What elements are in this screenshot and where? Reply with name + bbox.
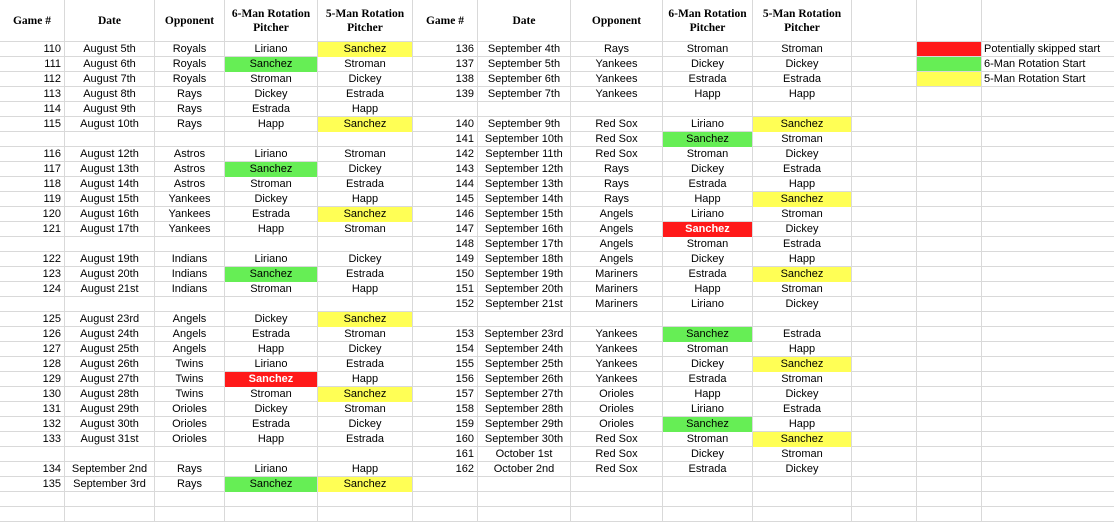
five-man-pitcher-cell[interactable]: Happ [351, 373, 379, 385]
opponent-cell[interactable]: Indians [171, 283, 208, 295]
five-man-pitcher-cell[interactable]: Estrada [346, 433, 384, 445]
date-cell[interactable]: August 31st [80, 433, 139, 445]
date-cell[interactable]: September 4th [487, 43, 561, 55]
date-cell[interactable]: September 23rd [484, 328, 564, 340]
six-man-pitcher-cell[interactable]: Stroman [686, 238, 729, 250]
six-man-pitcher-cell[interactable]: Estrada [252, 418, 290, 430]
five-man-pitcher-cell[interactable]: Sanchez [318, 477, 412, 492]
five-man-pitcher-cell[interactable]: Sanchez [753, 117, 851, 132]
game-number-cell[interactable]: 116 [43, 148, 61, 160]
date-cell[interactable]: September 5th [487, 58, 561, 70]
five-man-pitcher-cell[interactable]: Sanchez [318, 207, 412, 222]
game-number-cell[interactable]: 157 [455, 388, 474, 400]
five-man-pitcher-cell[interactable]: Sanchez [318, 117, 412, 132]
game-number-cell[interactable]: 132 [42, 418, 61, 430]
five-man-pitcher-cell[interactable]: Sanchez [318, 387, 412, 402]
opponent-cell[interactable]: Angels [599, 253, 634, 265]
header-date-left[interactable]: Date [98, 14, 121, 27]
date-cell[interactable]: August 26th [80, 358, 139, 370]
game-number-cell[interactable]: 115 [43, 118, 61, 130]
six-man-pitcher-cell[interactable]: Sanchez [225, 477, 317, 492]
game-number-cell[interactable]: 128 [42, 358, 61, 370]
opponent-cell[interactable]: Yankees [595, 58, 638, 70]
six-man-pitcher-cell[interactable]: Liriano [254, 358, 288, 370]
five-man-pitcher-cell[interactable]: Dickey [348, 418, 382, 430]
five-man-pitcher-cell[interactable]: Dickey [348, 343, 382, 355]
opponent-cell[interactable]: Angels [172, 313, 207, 325]
five-man-pitcher-cell[interactable]: Sanchez [753, 267, 851, 282]
date-cell[interactable]: August 16th [80, 208, 139, 220]
five-man-pitcher-cell[interactable]: Estrada [783, 328, 821, 340]
opponent-cell[interactable]: Rays [176, 88, 203, 100]
five-man-pitcher-cell[interactable]: Estrada [346, 178, 384, 190]
six-man-pitcher-cell[interactable]: Stroman [250, 178, 292, 190]
game-number-cell[interactable]: 137 [455, 58, 474, 70]
game-number-cell[interactable]: 160 [455, 433, 474, 445]
date-cell[interactable]: September 18th [484, 253, 564, 265]
date-cell[interactable]: August 29th [80, 403, 139, 415]
date-cell[interactable]: September 9th [487, 118, 561, 130]
five-man-pitcher-cell[interactable]: Estrada [346, 358, 384, 370]
opponent-cell[interactable]: Rays [603, 163, 630, 175]
legend-swatch-yellow [917, 72, 981, 87]
legend-swatch-green [917, 57, 981, 72]
game-number-cell[interactable]: 159 [455, 418, 474, 430]
date-cell[interactable]: September 11th [485, 148, 563, 160]
opponent-cell[interactable]: Orioles [172, 433, 207, 445]
opponent-cell[interactable]: Royals [172, 58, 207, 70]
five-man-pitcher-cell[interactable]: Happ [788, 178, 816, 190]
date-cell[interactable]: August 12th [80, 148, 139, 160]
six-man-pitcher-cell[interactable]: Sanchez [225, 162, 317, 177]
game-number-cell[interactable]: 121 [42, 223, 61, 235]
five-man-pitcher-cell[interactable]: Dickey [785, 58, 819, 70]
six-man-pitcher-cell[interactable]: Liriano [254, 463, 288, 475]
six-man-pitcher-cell[interactable]: Estrada [688, 178, 727, 190]
date-cell[interactable]: September 24th [484, 343, 564, 355]
six-man-pitcher-cell[interactable]: Sanchez [663, 222, 752, 237]
six-man-pitcher-cell[interactable]: Sanchez [663, 327, 752, 342]
five-man-pitcher-cell[interactable]: Stroman [781, 43, 823, 55]
date-cell[interactable]: September 17th [484, 238, 564, 250]
opponent-cell[interactable]: Orioles [172, 418, 207, 430]
opponent-cell[interactable]: Angels [599, 223, 634, 235]
header-date-right[interactable]: Date [512, 14, 536, 27]
date-cell[interactable]: September 27th [484, 388, 564, 400]
date-cell[interactable]: September 10th [484, 133, 564, 145]
game-number-cell[interactable]: 147 [455, 223, 474, 235]
opponent-cell[interactable]: Astros [173, 178, 206, 190]
game-number-cell[interactable]: 148 [455, 238, 474, 250]
five-man-pitcher-cell[interactable]: Estrada [783, 403, 821, 415]
six-man-pitcher-cell[interactable]: Dickey [690, 163, 724, 175]
six-man-pitcher-cell[interactable]: Dickey [690, 253, 724, 265]
date-cell[interactable]: August 27th [80, 373, 139, 385]
date-cell[interactable]: September 26th [484, 373, 564, 385]
game-number-cell[interactable]: 142 [455, 148, 474, 160]
six-man-pitcher-cell[interactable]: Sanchez [225, 372, 317, 387]
game-number-cell[interactable]: 162 [455, 463, 474, 475]
game-number-cell[interactable]: 134 [42, 463, 61, 475]
six-man-pitcher-cell[interactable]: Happ [257, 343, 285, 355]
game-number-cell[interactable]: 161 [455, 448, 474, 460]
five-man-pitcher-cell[interactable]: Happ [788, 253, 816, 265]
six-man-pitcher-cell[interactable]: Liriano [690, 298, 725, 310]
game-number-cell[interactable]: 149 [455, 253, 474, 265]
opponent-cell[interactable]: Angels [172, 343, 207, 355]
six-man-pitcher-cell[interactable]: Dickey [690, 58, 724, 70]
date-cell[interactable]: August 6th [83, 58, 136, 70]
opponent-cell[interactable]: Yankees [595, 358, 638, 370]
five-man-pitcher-cell[interactable]: Dickey [348, 163, 382, 175]
date-cell[interactable]: September 19th [484, 268, 564, 280]
opponent-cell[interactable]: Red Sox [595, 433, 638, 445]
legend-label-skipped: Potentially skipped start [984, 43, 1101, 55]
game-number-cell[interactable]: 127 [42, 343, 61, 355]
date-cell[interactable]: August 7th [83, 73, 136, 85]
five-man-pitcher-cell[interactable]: Stroman [344, 148, 386, 160]
game-number-cell[interactable]: 124 [42, 283, 61, 295]
opponent-cell[interactable]: Astros [173, 163, 206, 175]
six-man-pitcher-cell[interactable]: Liriano [690, 118, 725, 130]
six-man-pitcher-cell[interactable]: Stroman [686, 43, 729, 55]
opponent-cell[interactable]: Angels [599, 238, 634, 250]
opponent-cell[interactable]: Rays [603, 43, 630, 55]
date-cell[interactable]: September 30th [484, 433, 564, 445]
six-man-pitcher-cell[interactable]: Liriano [254, 253, 288, 265]
opponent-cell[interactable]: Rays [176, 103, 203, 115]
date-cell[interactable]: August 20th [80, 268, 139, 280]
five-man-pitcher-cell[interactable]: Dickey [348, 73, 382, 85]
five-man-pitcher-cell[interactable]: Sanchez [318, 42, 412, 57]
game-number-cell[interactable]: 112 [43, 73, 61, 85]
five-man-pitcher-cell[interactable]: Stroman [344, 403, 386, 415]
opponent-cell[interactable]: Yankees [595, 73, 638, 85]
game-number-cell[interactable]: 153 [455, 328, 474, 340]
six-man-pitcher-cell[interactable]: Sanchez [663, 417, 752, 432]
six-man-pitcher-cell[interactable]: Sanchez [663, 132, 752, 147]
game-number-cell[interactable]: 119 [43, 193, 61, 205]
opponent-cell[interactable]: Angels [599, 208, 634, 220]
six-man-pitcher-cell[interactable]: Liriano [690, 403, 725, 415]
opponent-cell[interactable]: Rays [176, 463, 203, 475]
date-cell[interactable]: September 7th [487, 88, 561, 100]
six-man-pitcher-cell[interactable]: Liriano [254, 43, 288, 55]
five-man-pitcher-cell[interactable]: Dickey [785, 388, 819, 400]
opponent-cell[interactable]: Red Sox [595, 118, 638, 130]
date-cell[interactable]: October 2nd [493, 463, 555, 475]
six-man-pitcher-cell[interactable]: Happ [694, 388, 721, 400]
five-man-pitcher-cell[interactable]: Stroman [781, 448, 823, 460]
opponent-cell[interactable]: Mariners [595, 283, 638, 295]
five-man-pitcher-cell[interactable]: Stroman [781, 283, 823, 295]
six-man-pitcher-cell[interactable]: Dickey [254, 193, 288, 205]
six-man-pitcher-cell[interactable]: Liriano [254, 148, 288, 160]
six-man-pitcher-cell[interactable]: Happ [694, 283, 721, 295]
opponent-cell[interactable]: Red Sox [595, 133, 638, 145]
six-man-pitcher-cell[interactable]: Estrada [688, 463, 727, 475]
opponent-cell[interactable]: Rays [603, 193, 630, 205]
opponent-cell[interactable]: Rays [603, 178, 630, 190]
game-number-cell[interactable]: 126 [42, 328, 61, 340]
five-man-pitcher-cell[interactable]: Estrada [783, 73, 821, 85]
grid-vline [916, 0, 917, 522]
six-man-pitcher-cell[interactable]: Happ [257, 223, 285, 235]
six-man-pitcher-cell[interactable]: Stroman [250, 283, 292, 295]
game-number-cell[interactable]: 158 [455, 403, 474, 415]
date-cell[interactable]: October 1st [495, 448, 553, 460]
opponent-cell[interactable]: Yankees [595, 343, 638, 355]
six-man-pitcher-cell[interactable]: Estrada [252, 208, 290, 220]
game-number-cell[interactable]: 122 [42, 253, 61, 265]
five-man-pitcher-cell[interactable]: Sanchez [753, 357, 851, 372]
opponent-cell[interactable]: Indians [171, 268, 208, 280]
opponent-cell[interactable]: Red Sox [595, 463, 638, 475]
opponent-cell[interactable]: Yankees [168, 208, 211, 220]
five-man-pitcher-cell[interactable]: Stroman [781, 208, 823, 220]
header-game-left[interactable]: Game # [12, 14, 51, 27]
five-man-pitcher-cell[interactable]: Happ [788, 88, 816, 100]
five-man-pitcher-cell[interactable]: Estrada [346, 88, 384, 100]
date-cell[interactable]: August 23rd [79, 313, 140, 325]
six-man-pitcher-cell[interactable]: Happ [257, 118, 285, 130]
six-man-pitcher-cell[interactable]: Dickey [254, 403, 288, 415]
opponent-cell[interactable]: Rays [176, 118, 203, 130]
opponent-cell[interactable]: Mariners [595, 298, 638, 310]
six-man-pitcher-cell[interactable]: Estrada [252, 328, 290, 340]
opponent-cell[interactable]: Angels [172, 328, 207, 340]
game-number-cell[interactable]: 138 [455, 73, 474, 85]
game-number-cell[interactable]: 114 [43, 103, 61, 115]
six-man-pitcher-cell[interactable]: Stroman [686, 148, 729, 160]
date-cell[interactable]: September 6th [487, 73, 561, 85]
opponent-cell[interactable]: Rays [176, 478, 203, 490]
date-cell[interactable]: August 15th [80, 193, 139, 205]
opponent-cell[interactable]: Yankees [595, 328, 638, 340]
six-man-pitcher-cell[interactable]: Sanchez [225, 57, 317, 72]
date-cell[interactable]: August 14th [80, 178, 139, 190]
header-opponent-left[interactable]: Opponent [164, 14, 215, 27]
five-man-pitcher-cell[interactable]: Dickey [785, 298, 819, 310]
legend-label-six-man: 6-Man Rotation Start [984, 58, 1086, 70]
six-man-pitcher-cell[interactable]: Happ [694, 88, 721, 100]
game-number-cell[interactable]: 146 [455, 208, 474, 220]
six-man-pitcher-cell[interactable]: Estrada [688, 268, 727, 280]
opponent-cell[interactable]: Twins [175, 373, 204, 385]
opponent-cell[interactable]: Mariners [595, 268, 638, 280]
opponent-cell[interactable]: Orioles [172, 403, 207, 415]
opponent-cell[interactable]: Orioles [599, 388, 634, 400]
opponent-cell[interactable]: Twins [175, 358, 204, 370]
game-number-cell[interactable]: 130 [42, 388, 61, 400]
six-man-pitcher-cell[interactable]: Happ [694, 193, 721, 205]
five-man-pitcher-cell[interactable]: Happ [351, 283, 379, 295]
game-number-cell[interactable]: 120 [42, 208, 61, 220]
game-number-cell[interactable]: 155 [455, 358, 474, 370]
date-cell[interactable]: September 14th [484, 193, 564, 205]
game-number-cell[interactable]: 145 [455, 193, 474, 205]
date-cell[interactable]: September 25th [484, 358, 564, 370]
date-cell[interactable]: August 10th [80, 118, 139, 130]
five-man-pitcher-cell[interactable]: Stroman [344, 58, 386, 70]
date-cell[interactable]: September 13th [484, 178, 564, 190]
game-number-cell[interactable]: 150 [455, 268, 474, 280]
date-cell[interactable]: September 12th [484, 163, 564, 175]
grid-vline [851, 0, 852, 522]
six-man-pitcher-cell[interactable]: Sanchez [225, 267, 317, 282]
date-cell[interactable]: September 21st [485, 298, 563, 310]
six-man-pitcher-cell[interactable]: Dickey [254, 88, 288, 100]
five-man-pitcher-cell[interactable]: Dickey [785, 148, 819, 160]
opponent-cell[interactable]: Orioles [599, 403, 634, 415]
six-man-pitcher-cell[interactable]: Estrada [688, 73, 727, 85]
game-number-cell[interactable]: 117 [43, 163, 61, 175]
six-man-pitcher-cell[interactable]: Stroman [250, 388, 292, 400]
six-man-pitcher-cell[interactable]: Dickey [690, 358, 724, 370]
opponent-cell[interactable]: Astros [173, 148, 206, 160]
six-man-pitcher-cell[interactable]: Dickey [690, 448, 724, 460]
five-man-pitcher-cell[interactable]: Estrada [783, 163, 821, 175]
six-man-pitcher-cell[interactable]: Stroman [686, 433, 729, 445]
header-six-man-right[interactable]: 6-Man Rotation Pitcher [668, 7, 747, 34]
game-number-cell[interactable]: 144 [455, 178, 474, 190]
date-cell[interactable]: September 28th [484, 403, 564, 415]
five-man-pitcher-cell[interactable]: Stroman [344, 223, 386, 235]
legend-label-five-man: 5-Man Rotation Start [984, 73, 1086, 85]
game-number-cell[interactable]: 129 [42, 373, 61, 385]
date-cell[interactable]: August 30th [80, 418, 139, 430]
five-man-pitcher-cell[interactable]: Happ [351, 193, 379, 205]
header-game-right[interactable]: Game # [425, 14, 464, 27]
opponent-cell[interactable]: Yankees [595, 88, 638, 100]
game-number-cell[interactable]: 140 [455, 118, 474, 130]
header-five-man-left[interactable]: 5-Man Rotation Pitcher [325, 7, 405, 34]
opponent-cell[interactable]: Twins [175, 388, 204, 400]
six-man-pitcher-cell[interactable]: Happ [257, 433, 285, 445]
date-cell[interactable]: September 3rd [73, 478, 146, 490]
five-man-pitcher-cell[interactable]: Sanchez [753, 432, 851, 447]
five-man-pitcher-cell[interactable]: Happ [788, 343, 816, 355]
date-cell[interactable]: September 16th [484, 223, 564, 235]
game-number-cell[interactable]: 141 [455, 133, 474, 145]
six-man-pitcher-cell[interactable]: Estrada [688, 373, 727, 385]
date-cell[interactable]: August 25th [80, 343, 139, 355]
five-man-pitcher-cell[interactable]: Happ [788, 418, 816, 430]
legend-swatch-red [917, 42, 981, 57]
date-cell[interactable]: September 2nd [71, 463, 148, 475]
opponent-cell[interactable]: Red Sox [595, 448, 638, 460]
opponent-cell[interactable]: Yankees [595, 373, 638, 385]
opponent-cell[interactable]: Royals [172, 43, 207, 55]
five-man-pitcher-cell[interactable]: Sanchez [318, 312, 412, 327]
game-number-cell[interactable]: 154 [455, 343, 474, 355]
game-number-cell[interactable]: 118 [43, 178, 61, 190]
five-man-pitcher-cell[interactable]: Stroman [344, 328, 386, 340]
opponent-cell[interactable]: Orioles [599, 418, 634, 430]
grid-vline [981, 0, 982, 522]
five-man-pitcher-cell[interactable]: Sanchez [753, 192, 851, 207]
five-man-pitcher-cell[interactable]: Stroman [781, 133, 823, 145]
six-man-pitcher-cell[interactable]: Estrada [252, 103, 290, 115]
opponent-cell[interactable]: Red Sox [595, 148, 638, 160]
game-number-cell[interactable]: 123 [42, 268, 61, 280]
opponent-cell[interactable]: Indians [171, 253, 208, 265]
date-cell[interactable]: September 20th [484, 283, 564, 295]
game-number-cell[interactable]: 156 [455, 373, 474, 385]
five-man-pitcher-cell[interactable]: Dickey [785, 463, 819, 475]
six-man-pitcher-cell[interactable]: Liriano [690, 208, 725, 220]
opponent-cell[interactable]: Yankees [168, 223, 211, 235]
six-man-pitcher-cell[interactable]: Stroman [250, 73, 292, 85]
five-man-pitcher-cell[interactable]: Dickey [785, 223, 819, 235]
game-number-cell[interactable]: 131 [42, 403, 61, 415]
game-number-cell[interactable]: 151 [455, 283, 474, 295]
date-cell[interactable]: August 19th [80, 253, 139, 265]
header-six-man-left[interactable]: 6-Man Rotation Pitcher [231, 7, 311, 34]
game-number-cell[interactable]: 143 [455, 163, 474, 175]
game-number-cell[interactable]: 113 [43, 88, 61, 100]
game-number-cell[interactable]: 135 [42, 478, 61, 490]
date-cell[interactable]: August 21st [80, 283, 139, 295]
grid-hline [0, 506, 1114, 507]
date-cell[interactable]: August 9th [83, 103, 136, 115]
five-man-pitcher-cell[interactable]: Estrada [783, 238, 821, 250]
game-number-cell[interactable]: 110 [43, 43, 61, 55]
game-number-cell[interactable]: 133 [42, 433, 61, 445]
opponent-cell[interactable]: Royals [172, 73, 207, 85]
opponent-cell[interactable]: Yankees [168, 193, 211, 205]
header-opponent-right[interactable]: Opponent [591, 14, 642, 27]
date-cell[interactable]: August 13th [80, 163, 139, 175]
six-man-pitcher-cell[interactable]: Stroman [686, 343, 729, 355]
five-man-pitcher-cell[interactable]: Estrada [346, 268, 384, 280]
game-number-cell[interactable]: 111 [44, 58, 61, 70]
five-man-pitcher-cell[interactable]: Happ [351, 463, 379, 475]
date-cell[interactable]: August 17th [80, 223, 139, 235]
header-five-man-right[interactable]: 5-Man Rotation Pitcher [762, 7, 842, 34]
game-number-cell[interactable]: 136 [455, 43, 474, 55]
game-number-cell[interactable]: 152 [455, 298, 474, 310]
date-cell[interactable]: August 5th [83, 43, 136, 55]
five-man-pitcher-cell[interactable]: Dickey [348, 253, 382, 265]
five-man-pitcher-cell[interactable]: Happ [351, 103, 379, 115]
five-man-pitcher-cell[interactable]: Stroman [781, 373, 823, 385]
date-cell[interactable]: August 28th [80, 388, 139, 400]
game-number-cell[interactable]: 139 [455, 88, 474, 100]
game-number-cell[interactable]: 125 [42, 313, 61, 325]
date-cell[interactable]: September 29th [484, 418, 564, 430]
date-cell[interactable]: August 8th [83, 88, 136, 100]
date-cell[interactable]: September 15th [484, 208, 564, 220]
six-man-pitcher-cell[interactable]: Dickey [254, 313, 288, 325]
date-cell[interactable]: August 24th [80, 328, 139, 340]
